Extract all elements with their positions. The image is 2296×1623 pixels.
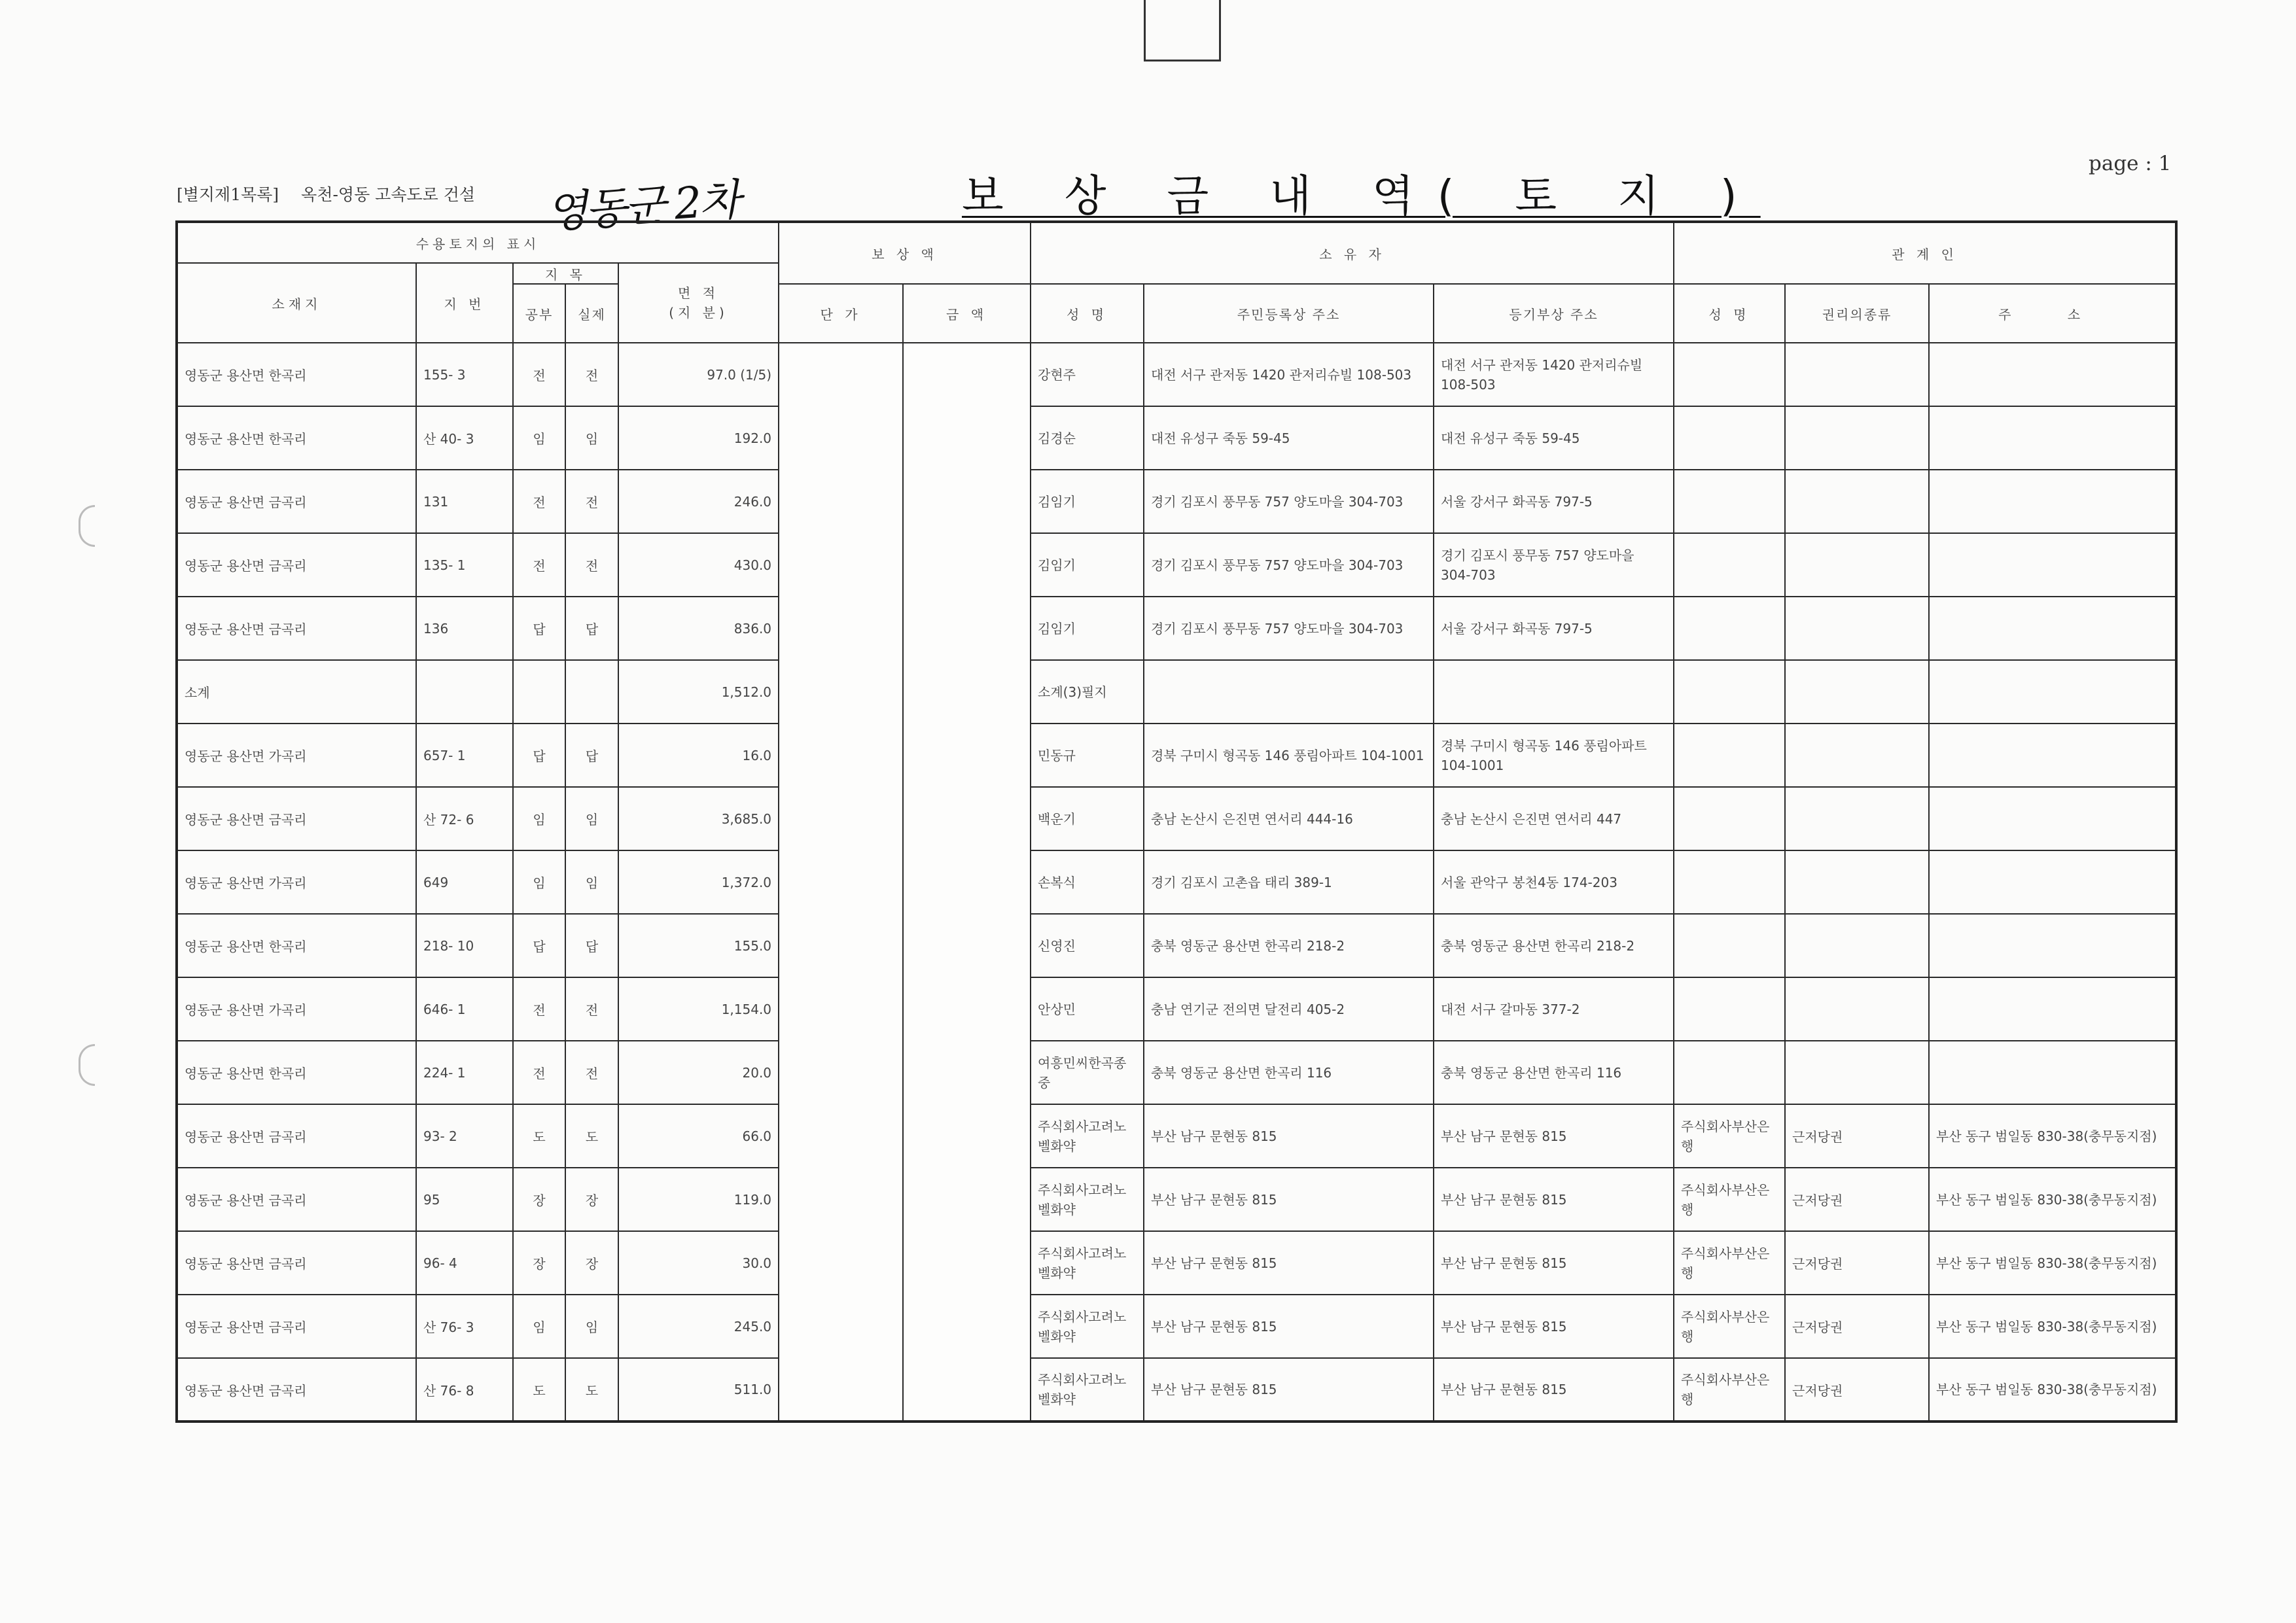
table-row [177,1041,2176,1104]
table-body [177,343,2176,1422]
binder-hole-bottom [79,1044,95,1086]
location-header: 소재지 [177,263,416,343]
related-name-cell [1674,660,1785,724]
lot-number-cell: 93- 2 [416,1104,513,1168]
owner-name-header: 성 명 [1031,284,1144,343]
related-name-cell [1674,533,1785,597]
owner-name-cell: 손복식 [1031,850,1144,914]
amount-cell [903,1041,1031,1104]
unit-price-cell [779,343,903,406]
right-type-cell [1785,597,1929,660]
resident-address-cell: 대전 서구 관저동 1420 관저리슈빌 108-503 [1144,343,1434,406]
right-type-cell [1785,787,1929,850]
owner-name-cell: 소계(3)필지 [1031,660,1144,724]
resident-address-cell: 경북 구미시 형곡동 146 풍림아파트 104-1001 [1144,724,1434,787]
lot-number-cell: 산 76- 3 [416,1295,513,1358]
table-row [177,406,2176,470]
actual-category-cell: 장 [565,1168,618,1231]
amount-header: 금 액 [903,284,1031,343]
unit-price-cell [779,1041,903,1104]
amount-cell [903,850,1031,914]
resident-address-cell: 경기 김포시 풍무동 757 양도마을 304-703 [1144,470,1434,533]
actual-category-cell: 전 [565,977,618,1041]
owner-name-cell: 김임기 [1031,470,1144,533]
resident-address-cell: 부산 남구 문현동 815 [1144,1295,1434,1358]
right-type-cell: 근저당권 [1785,1358,1929,1422]
right-type-cell [1785,660,1929,724]
actual-category-cell: 도 [565,1358,618,1422]
resident-address-cell: 충북 영동군 용산면 한곡리 116 [1144,1041,1434,1104]
unit-price-cell [779,406,903,470]
amount-cell [903,1168,1031,1231]
official-category-cell: 임 [513,406,565,470]
unit-price-cell [779,470,903,533]
amount-cell [903,914,1031,977]
owner-name-cell: 안상민 [1031,977,1144,1041]
related-address-cell: 부산 동구 범일동 830-38(충무동지점) [1929,1168,2176,1231]
compensation-table [175,220,2178,1423]
right-type-cell [1785,470,1929,533]
owner-name-cell: 주식회사고려노벨화약 [1031,1358,1144,1422]
official-category-cell: 장 [513,1168,565,1231]
related-address-cell [1929,597,2176,660]
actual-category-cell: 장 [565,1231,618,1295]
owner-name-cell: 강현주 [1031,343,1144,406]
related-name-cell [1674,597,1785,660]
related-address-cell [1929,1041,2176,1104]
right-type-cell [1785,850,1929,914]
official-category-cell: 전 [513,470,565,533]
related-address-cell [1929,470,2176,533]
area-cell: 20.0 [618,1041,779,1104]
owner-name-cell: 신영진 [1031,914,1144,977]
official-category-cell [513,660,565,724]
registry-address-cell: 대전 서구 갈마동 377-2 [1434,977,1674,1041]
registry-address-cell: 부산 남구 문현동 815 [1434,1168,1674,1231]
location-cell: 영동군 용산면 한곡리 [177,343,416,406]
resident-address-cell: 충남 연기군 전의면 달전리 405-2 [1144,977,1434,1041]
location-cell: 소계 [177,660,416,724]
actual-category-cell [565,660,618,724]
official-category-header: 공부 [513,284,565,343]
lot-number-cell: 산 76- 8 [416,1358,513,1422]
related-name-cell: 주식회사부산은행 [1674,1168,1785,1231]
table-row [177,1295,2176,1358]
resident-address-cell: 부산 남구 문현동 815 [1144,1168,1434,1231]
amount-cell [903,533,1031,597]
related-address-cell: 부산 동구 범일동 830-38(충무동지점) [1929,1104,2176,1168]
related-name-cell [1674,787,1785,850]
unit-price-cell [779,1104,903,1168]
unit-price-cell [779,533,903,597]
related-name-cell: 주식회사부산은행 [1674,1231,1785,1295]
location-cell: 영동군 용산면 가곡리 [177,850,416,914]
registry-address-cell: 대전 서구 관저동 1420 관저리슈빌 108-503 [1434,343,1674,406]
registry-address-cell: 대전 유성구 죽동 59-45 [1434,406,1674,470]
official-category-cell: 전 [513,533,565,597]
registry-address-cell: 충북 영동군 용산면 한곡리 116 [1434,1041,1674,1104]
related-address-cell [1929,343,2176,406]
related-name-cell [1674,1041,1785,1104]
related-name-cell: 주식회사부산은행 [1674,1295,1785,1358]
lot-number-cell: 96- 4 [416,1231,513,1295]
related-address-cell [1929,724,2176,787]
amount-cell [903,1231,1031,1295]
registry-address-cell: 부산 남구 문현동 815 [1434,1104,1674,1168]
unit-price-cell [779,914,903,977]
official-category-cell: 전 [513,343,565,406]
table-row [177,1104,2176,1168]
land-category-header: 지 목 [513,263,618,284]
form-reference: [별지제1목록] [177,185,279,204]
unit-price-cell [779,977,903,1041]
resident-address-cell: 경기 김포시 풍무동 757 양도마을 304-703 [1144,597,1434,660]
related-name-header: 성 명 [1674,284,1785,343]
lot-number-cell: 136 [416,597,513,660]
owner-name-cell: 여흥민씨한곡종중 [1031,1041,1144,1104]
compensation-header: 보 상 액 [779,222,1031,284]
area-cell: 836.0 [618,597,779,660]
area-cell: 155.0 [618,914,779,977]
table-row [177,787,2176,850]
official-category-cell: 도 [513,1358,565,1422]
actual-category-cell: 전 [565,533,618,597]
owner-name-cell: 주식회사고려노벨화약 [1031,1168,1144,1231]
resident-address-cell [1144,660,1434,724]
registry-address-header: 등기부상 주소 [1434,284,1674,343]
official-category-cell: 답 [513,914,565,977]
related-section-header: 관 계 인 [1674,222,2176,284]
official-category-cell: 답 [513,597,565,660]
right-type-cell [1785,533,1929,597]
resident-address-cell: 충남 논산시 은진면 연서리 444-16 [1144,787,1434,850]
right-type-cell: 근저당권 [1785,1168,1929,1231]
lot-number-cell: 산 72- 6 [416,787,513,850]
registry-address-cell: 서울 강서구 화곡동 797-5 [1434,470,1674,533]
owner-name-cell: 백운기 [1031,787,1144,850]
related-name-cell [1674,914,1785,977]
actual-category-cell: 임 [565,787,618,850]
location-cell: 영동군 용산면 가곡리 [177,724,416,787]
unit-price-cell [779,724,903,787]
actual-category-cell: 답 [565,724,618,787]
related-address-header: 주 소 [1929,284,2176,343]
owner-name-cell: 김임기 [1031,597,1144,660]
table-row [177,1231,2176,1295]
location-cell: 영동군 용산면 금곡리 [177,1168,416,1231]
registry-address-cell: 서울 강서구 화곡동 797-5 [1434,597,1674,660]
owner-name-cell: 김경순 [1031,406,1144,470]
registry-address-cell: 부산 남구 문현동 815 [1434,1231,1674,1295]
table-row [177,914,2176,977]
table-row [177,597,2176,660]
binder-hole-top [79,505,95,547]
resident-address-cell: 부산 남구 문현동 815 [1144,1104,1434,1168]
handwritten-note: 영동군 2차 [544,174,740,239]
official-category-cell: 장 [513,1231,565,1295]
area-header: 면 적 (지 분) [618,263,779,343]
location-cell: 영동군 용산면 금곡리 [177,1295,416,1358]
owner-name-cell: 민동규 [1031,724,1144,787]
right-type-cell [1785,977,1929,1041]
area-cell: 97.0 (1/5) [618,343,779,406]
lot-number-cell: 155- 3 [416,343,513,406]
table-row [177,850,2176,914]
location-cell: 영동군 용산면 금곡리 [177,1358,416,1422]
lot-number-cell: 산 40- 3 [416,406,513,470]
owner-section-header: 소 유 자 [1031,222,1674,284]
unit-price-cell [779,597,903,660]
actual-category-cell: 전 [565,343,618,406]
area-cell: 1,372.0 [618,850,779,914]
amount-cell [903,1104,1031,1168]
right-type-header: 권리의종류 [1785,284,1929,343]
location-cell: 영동군 용산면 한곡리 [177,914,416,977]
owner-name-cell: 주식회사고려노벨화약 [1031,1231,1144,1295]
actual-category-cell: 임 [565,406,618,470]
lot-number-cell: 657- 1 [416,724,513,787]
location-cell: 영동군 용산면 금곡리 [177,533,416,597]
related-name-cell: 주식회사부산은행 [1674,1104,1785,1168]
related-name-cell [1674,850,1785,914]
actual-category-cell: 답 [565,597,618,660]
registry-address-cell: 충북 영동군 용산면 한곡리 218-2 [1434,914,1674,977]
actual-category-cell: 답 [565,914,618,977]
area-cell: 1,512.0 [618,660,779,724]
location-cell: 영동군 용산면 한곡리 [177,406,416,470]
table-row [177,660,2176,724]
actual-category-cell: 전 [565,470,618,533]
table-row [177,724,2176,787]
official-category-cell: 전 [513,1041,565,1104]
official-category-cell: 전 [513,977,565,1041]
lot-number-cell: 218- 10 [416,914,513,977]
official-category-cell: 임 [513,1295,565,1358]
project-name: 옥천-영동 고속도로 건설 [301,185,476,204]
resident-address-cell: 경기 김포시 고촌읍 태리 389-1 [1144,850,1434,914]
lot-number-cell: 224- 1 [416,1041,513,1104]
related-address-cell [1929,660,2176,724]
resident-address-cell: 부산 남구 문현동 815 [1144,1231,1434,1295]
related-name-cell [1674,470,1785,533]
page-title: 보 상 금 내 역( 토 지 ) [962,171,1761,221]
amount-cell [903,343,1031,406]
table-row [177,1168,2176,1231]
owner-name-cell: 김임기 [1031,533,1144,597]
unit-price-cell [779,850,903,914]
lot-number-cell: 649 [416,850,513,914]
unit-price-cell [779,1295,903,1358]
location-cell: 영동군 용산면 금곡리 [177,470,416,533]
unit-price-cell [779,660,903,724]
lot-number-header: 지 번 [416,263,513,343]
owner-name-cell: 주식회사고려노벨화약 [1031,1295,1144,1358]
location-cell: 영동군 용산면 금곡리 [177,597,416,660]
area-cell: 119.0 [618,1168,779,1231]
area-cell: 430.0 [618,533,779,597]
document-header [177,182,475,205]
right-type-cell [1785,1041,1929,1104]
right-type-cell: 근저당권 [1785,1231,1929,1295]
stamp-box [1144,0,1221,61]
amount-cell [903,660,1031,724]
amount-cell [903,406,1031,470]
amount-cell [903,724,1031,787]
lot-number-cell: 95 [416,1168,513,1231]
amount-cell [903,470,1031,533]
area-cell: 246.0 [618,470,779,533]
amount-cell [903,1295,1031,1358]
amount-cell [903,977,1031,1041]
resident-address-cell: 부산 남구 문현동 815 [1144,1358,1434,1422]
table-row [177,1358,2176,1422]
table-row [177,343,2176,406]
right-type-cell: 근저당권 [1785,1295,1929,1358]
actual-category-cell: 전 [565,1041,618,1104]
related-name-cell [1674,977,1785,1041]
table-row [177,470,2176,533]
resident-address-cell: 대전 유성구 죽동 59-45 [1144,406,1434,470]
area-cell: 511.0 [618,1358,779,1422]
official-category-cell: 임 [513,787,565,850]
related-address-cell: 부산 동구 범일동 830-38(충무동지점) [1929,1295,2176,1358]
area-cell: 66.0 [618,1104,779,1168]
related-name-cell [1674,343,1785,406]
actual-category-cell: 임 [565,1295,618,1358]
owner-name-cell: 주식회사고려노벨화약 [1031,1104,1144,1168]
area-cell: 192.0 [618,406,779,470]
unit-price-cell [779,1168,903,1231]
related-name-cell: 주식회사부산은행 [1674,1358,1785,1422]
table-row [177,533,2176,597]
right-type-cell [1785,343,1929,406]
registry-address-cell: 경기 김포시 풍무동 757 양도마을 304-703 [1434,533,1674,597]
location-cell: 영동군 용산면 금곡리 [177,1104,416,1168]
land-section-header: 수용토지의 표시 [177,222,779,263]
location-cell: 영동군 용산면 가곡리 [177,977,416,1041]
location-cell: 영동군 용산면 금곡리 [177,787,416,850]
area-cell: 16.0 [618,724,779,787]
area-cell: 245.0 [618,1295,779,1358]
area-cell: 3,685.0 [618,787,779,850]
amount-cell [903,1358,1031,1422]
related-address-cell [1929,406,2176,470]
resident-address-cell: 충북 영동군 용산면 한곡리 218-2 [1144,914,1434,977]
registry-address-cell: 충남 논산시 은진면 연서리 447 [1434,787,1674,850]
related-name-cell [1674,406,1785,470]
area-cell: 30.0 [618,1231,779,1295]
registry-address-cell: 서울 관악구 봉천4동 174-203 [1434,850,1674,914]
lot-number-cell: 131 [416,470,513,533]
right-type-cell: 근저당권 [1785,1104,1929,1168]
unit-price-cell [779,1231,903,1295]
actual-category-cell: 임 [565,850,618,914]
registry-address-cell [1434,660,1674,724]
unit-price-cell [779,787,903,850]
official-category-cell: 도 [513,1104,565,1168]
resident-address-header: 주민등록상 주소 [1144,284,1434,343]
lot-number-cell: 135- 1 [416,533,513,597]
lot-number-cell [416,660,513,724]
official-category-cell: 답 [513,724,565,787]
related-address-cell [1929,787,2176,850]
right-type-cell [1785,406,1929,470]
location-cell: 영동군 용산면 한곡리 [177,1041,416,1104]
right-type-cell [1785,724,1929,787]
related-address-cell: 부산 동구 범일동 830-38(충무동지점) [1929,1231,2176,1295]
amount-cell [903,787,1031,850]
related-address-cell: 부산 동구 범일동 830-38(충무동지점) [1929,1358,2176,1422]
right-type-cell [1785,914,1929,977]
resident-address-cell: 경기 김포시 풍무동 757 양도마을 304-703 [1144,533,1434,597]
related-address-cell [1929,533,2176,597]
actual-category-header: 실제 [565,284,618,343]
registry-address-cell: 부산 남구 문현동 815 [1434,1295,1674,1358]
registry-address-cell: 경북 구미시 형곡동 146 풍림아파트 104-1001 [1434,724,1674,787]
official-category-cell: 임 [513,850,565,914]
page-number: page : 1 [2089,152,2172,175]
table-row [177,977,2176,1041]
related-name-cell [1674,724,1785,787]
unit-price-cell [779,1358,903,1422]
unit-price-header: 단 가 [779,284,903,343]
registry-address-cell: 부산 남구 문현동 815 [1434,1358,1674,1422]
location-cell: 영동군 용산면 금곡리 [177,1231,416,1295]
related-address-cell [1929,977,2176,1041]
lot-number-cell: 646- 1 [416,977,513,1041]
related-address-cell [1929,914,2176,977]
related-address-cell [1929,850,2176,914]
amount-cell [903,597,1031,660]
actual-category-cell: 도 [565,1104,618,1168]
area-cell: 1,154.0 [618,977,779,1041]
